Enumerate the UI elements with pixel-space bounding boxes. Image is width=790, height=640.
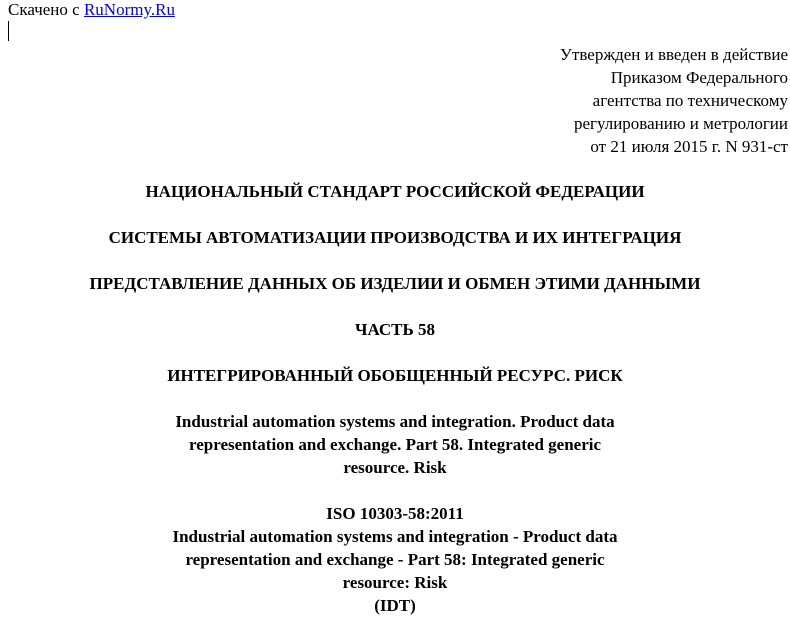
iso-equivalence: (IDT) [374, 596, 416, 615]
english-title-line: representation and exchange. Part 58. Integrated generic [188, 435, 602, 454]
part-heading: ЧАСТЬ 58 [354, 320, 435, 339]
english-title-line: Industrial automation systems and integration. Product data [175, 412, 615, 431]
iso-block [0, 502, 790, 617]
source-line [8, 0, 175, 21]
approval-line: агентства по техническому [592, 91, 788, 110]
english-title [0, 410, 790, 479]
approval-block [560, 43, 788, 158]
text-cursor [8, 21, 9, 41]
approval-line: регулированию и метрологии [573, 114, 788, 133]
source-link[interactable]: RuNormy.Ru [83, 0, 175, 19]
title-heading: ИНТЕГРИРОВАННЫЙ ОБОБЩЕННЫЙ РЕСУРС. РИСК [167, 366, 623, 385]
iso-title-line: resource: Risk [342, 573, 448, 592]
series-heading: СИСТЕМЫ АВТОМАТИЗАЦИИ ПРОИЗВОДСТВА И ИХ ИНТЕГРАЦИЯ [108, 228, 682, 247]
english-title-line: resource. Risk [343, 458, 447, 477]
approval-line: от 21 июля 2015 г. N 931-ст [590, 137, 788, 156]
standard-heading: НАЦИОНАЛЬНЫЙ СТАНДАРТ РОССИЙСКОЙ ФЕДЕРАЦИИ [145, 182, 645, 201]
iso-title-line: Industrial automation systems and integration - Product data [172, 527, 618, 546]
source-prefix: Скачено с [8, 0, 84, 19]
iso-title-line: representation and exchange - Part 58: Integrated generic [185, 550, 605, 569]
subseries-heading: ПРЕДСТАВЛЕНИЕ ДАННЫХ ОБ ИЗДЕЛИИ И ОБМЕН ЭТИМИ ДАННЫМИ [89, 274, 701, 293]
approval-line: Приказом Федерального [610, 68, 788, 87]
iso-designation: ISO 10303-58:2011 [326, 504, 464, 523]
approval-line: Утвержден и введен в действие [559, 45, 788, 64]
